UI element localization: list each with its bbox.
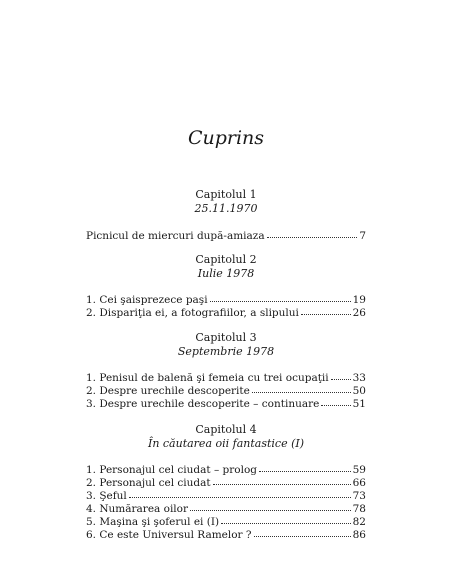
chapter-4 (0, 423, 452, 541)
chapter-2 (0, 253, 452, 319)
dot-leader (129, 488, 351, 498)
dot-leader (190, 501, 351, 511)
toc-entry-page: 59 (352, 464, 366, 476)
chapter-subtitle: În căutarea oii fantastice (I) (147, 437, 305, 450)
dot-leader (331, 370, 351, 380)
toc-entry-page: 33 (352, 372, 366, 384)
toc-entry-text: 1. Cei şaisprezece paşi (86, 294, 208, 306)
chapter-subtitle: Iulie 1978 (197, 267, 255, 280)
toc-entry-text: 6. Ce este Universul Ramelor ? (86, 529, 252, 541)
chapter-subtitle: Septembrie 1978 (177, 345, 275, 358)
chapter-subtitle: 25.11.1970 (194, 202, 258, 215)
page-title: Cuprins (187, 127, 265, 149)
toc-entry-text: 3. Despre urechile descoperite – continuare (86, 398, 320, 410)
toc-entry-text: 4. Numărarea oilor (86, 503, 189, 515)
toc-entry-page: 7 (359, 230, 366, 242)
toc-entry-page: 51 (352, 398, 366, 410)
dot-leader (321, 396, 350, 406)
dot-leader (259, 462, 351, 472)
toc-entry[interactable] (86, 528, 366, 541)
toc-entry-text: 3. Şeful (86, 490, 127, 502)
toc-entry-text: 2. Despre urechile descoperite (86, 385, 250, 397)
toc-entry-page: 82 (352, 516, 366, 528)
toc-entry-text: 5. Maşina şi şoferul ei (I) (86, 516, 220, 528)
toc-entry-text: 1. Penisul de balenă şi femeia cu trei ocupaţii (86, 372, 329, 384)
toc-entry[interactable] (86, 229, 366, 242)
dot-leader (213, 475, 351, 485)
chapter-3 (0, 331, 452, 410)
chapter-1 (0, 188, 452, 242)
toc-entry[interactable] (86, 306, 366, 319)
toc-entry-page: 78 (352, 503, 366, 515)
dot-leader (210, 292, 351, 302)
toc-entry-text: 2. Dispariţia ei, a fotografiilor, a slipului (86, 307, 299, 319)
dot-leader (254, 527, 351, 537)
toc-entry-text: 1. Personajul cel ciudat – prolog (86, 464, 258, 476)
toc-entry-text: Picnicul de miercuri după-amiaza (86, 230, 265, 242)
chapter-number: Capitolul 4 (195, 423, 257, 436)
dot-leader (221, 514, 351, 524)
toc-entry-page: 50 (352, 385, 366, 397)
dot-leader (252, 383, 351, 393)
toc-entry-page: 73 (352, 490, 366, 502)
dot-leader (301, 305, 351, 315)
toc-entry-page: 19 (352, 294, 366, 306)
toc-entry-text: 2. Personajul cel ciudat (86, 477, 211, 489)
chapter-number: Capitolul 2 (195, 253, 257, 266)
toc-entry[interactable] (86, 397, 366, 410)
toc-entry-page: 26 (352, 307, 366, 319)
chapter-number: Capitolul 1 (195, 188, 257, 201)
toc-entry-page: 86 (352, 529, 366, 541)
dot-leader (267, 228, 358, 238)
chapter-number: Capitolul 3 (195, 331, 257, 344)
toc-entry-page: 66 (352, 477, 366, 489)
